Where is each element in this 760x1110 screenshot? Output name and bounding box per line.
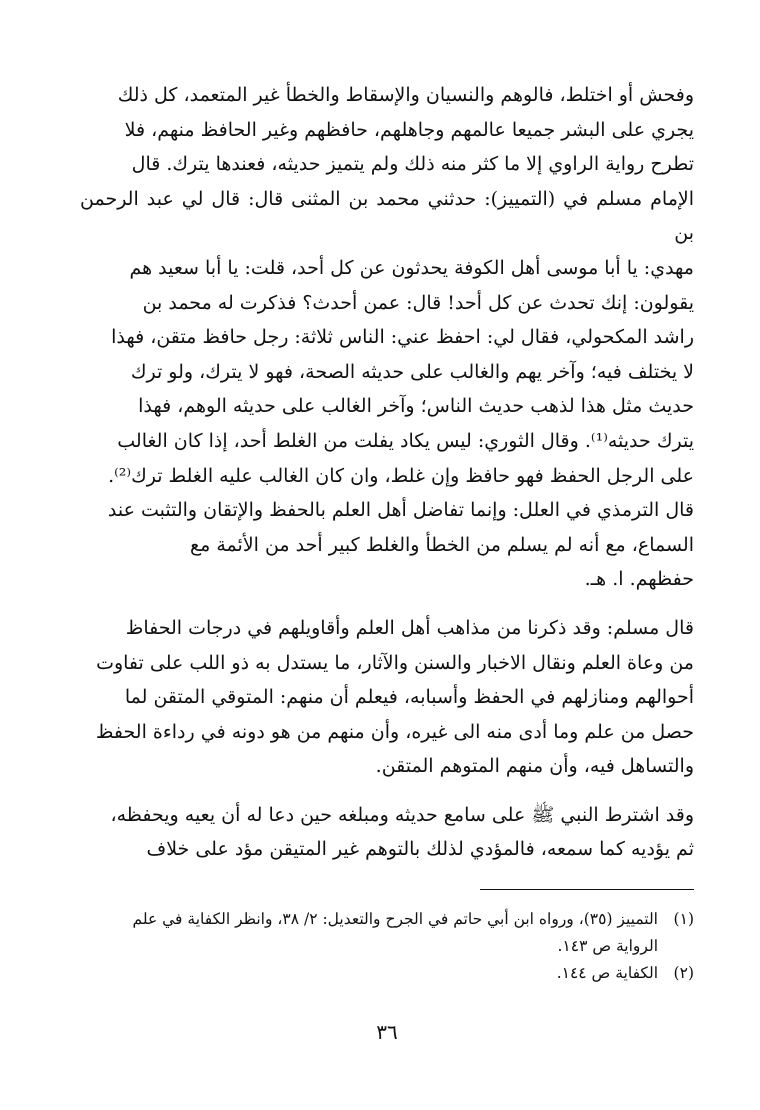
text-line: على الرجل الحفظ فهو حافظ وإن غلط، وان كان الغالب عليه الغلط ترك⁽²⁾. (108, 464, 694, 487)
footnote-line: الكفاية ص ١٤٤. (556, 964, 658, 982)
footnotes (80, 906, 694, 987)
text-line: مهدي: يا أبا موسى أهل الكوفة يحدثون عن كل أحد، قلت: يا أبا سعيد هم (129, 256, 694, 279)
paragraph-spacer (80, 597, 694, 611)
text-line: يقولون: إنك تحدث عن كل أحد! قال: عمن أحدث؟ فذكرت له محمد بن (142, 291, 694, 314)
text-line: يترك حديثه⁽¹⁾. وقال الثوري: ليس يكاد يفلت من الغلط أحد، إذا كان الغالب (117, 429, 694, 452)
page-number: ٣٦ (376, 1020, 398, 1044)
text-line: وقد اشترط النبي ﷺ على سامع حديثه ومبلغه حين دعا له أن يعيه ويحفظه، (110, 803, 694, 826)
body-paragraph-2 (80, 611, 694, 784)
footnote-line: التمييز (٣٥)، ورواه ابن أبي حاتم في الجرح والتعديل: ٢/ ٣٨، وانظر الكفاية في علم (132, 910, 658, 928)
text-line: وفحش أو اختلط، فالوهم والنسيان والإسقاط والخطأ غير المتعمد، كل ذلك (117, 84, 694, 106)
document-page (80, 78, 694, 1078)
body-paragraph-1 (80, 78, 694, 597)
footnote-text (80, 960, 658, 987)
footnote-2 (80, 960, 694, 987)
text-line: يجري على البشر جميعا عالمهم وجاهلهم، حافظهم وغير الحافظ منهم، فلا (124, 118, 694, 141)
footnote-1 (80, 906, 694, 960)
text-line: حفظهم. ا. هـ. (584, 568, 694, 591)
text-line: قال مسلم: وقد ذكرنا من مذاهب أهل العلم وأقاويلهم في درجات الحفاظ (125, 616, 694, 639)
text-line: من وعاة العلم ونقال الاخبار والسنن والآثار، ما يستدل به ذو اللب على تفاوت (96, 651, 694, 674)
text-line: راشد المكحولي، فقال لي: احفظ عني: الناس ثلاثة: رجل حافظ متقن، فهذا (111, 326, 694, 349)
text-line: والتساهل فيه، وأن منهم المتوهم المتقن. (375, 755, 694, 778)
text-line: تطرح رواية الراوي إلا ما كثر منه ذلك ولم يتميز حديثه، فعندها يترك. قال (131, 153, 694, 176)
footnote-line: الرواية ص ١٤٣. (557, 937, 658, 955)
text-line: الإمام مسلم في (التمييز): حدثني محمد بن المثنى قال: قال لي عبد الرحمن بن (80, 187, 694, 245)
text-line: حصل من علم وما أدى منه الى غيره، وأن منهم من هو دونه في رداءة الحفظ (95, 720, 694, 743)
footnote-text (80, 906, 658, 960)
footnote-number: (١) (673, 910, 694, 928)
text-line: حديث مثل هذا لذهب حديث الناس؛ وآخر الغالب على حديثه الوهم، فهذا (138, 395, 694, 418)
text-line: ثم يؤديه كما سمعه، فالمؤدي لذلك بالتوهم غير المتيقن مؤد على خلاف (146, 838, 694, 861)
footnote-divider (480, 889, 694, 890)
text-line: قال الترمذي في العلل: وإنما تفاضل أهل العلم بالحفظ والإتقان والتثبت عند (107, 499, 694, 522)
body-paragraph-3 (80, 798, 694, 867)
footnote-number: (٢) (673, 964, 694, 982)
paragraph-spacer (80, 784, 694, 798)
text-line: لا يختلف فيه؛ وآخر يهم والغالب على حديثه الصحة، فهو لا يترك، ولو ترك (130, 360, 694, 383)
text-line: أحوالهم ومنازلهم في الحفظ وأسبابه، فيعلم أن منهم: المتوقي المتقن لما (124, 686, 694, 709)
text-line: السماع، مع أنه لم يسلم من الخطأ والغلط كبير أحد من الأئمة مع (190, 533, 694, 556)
